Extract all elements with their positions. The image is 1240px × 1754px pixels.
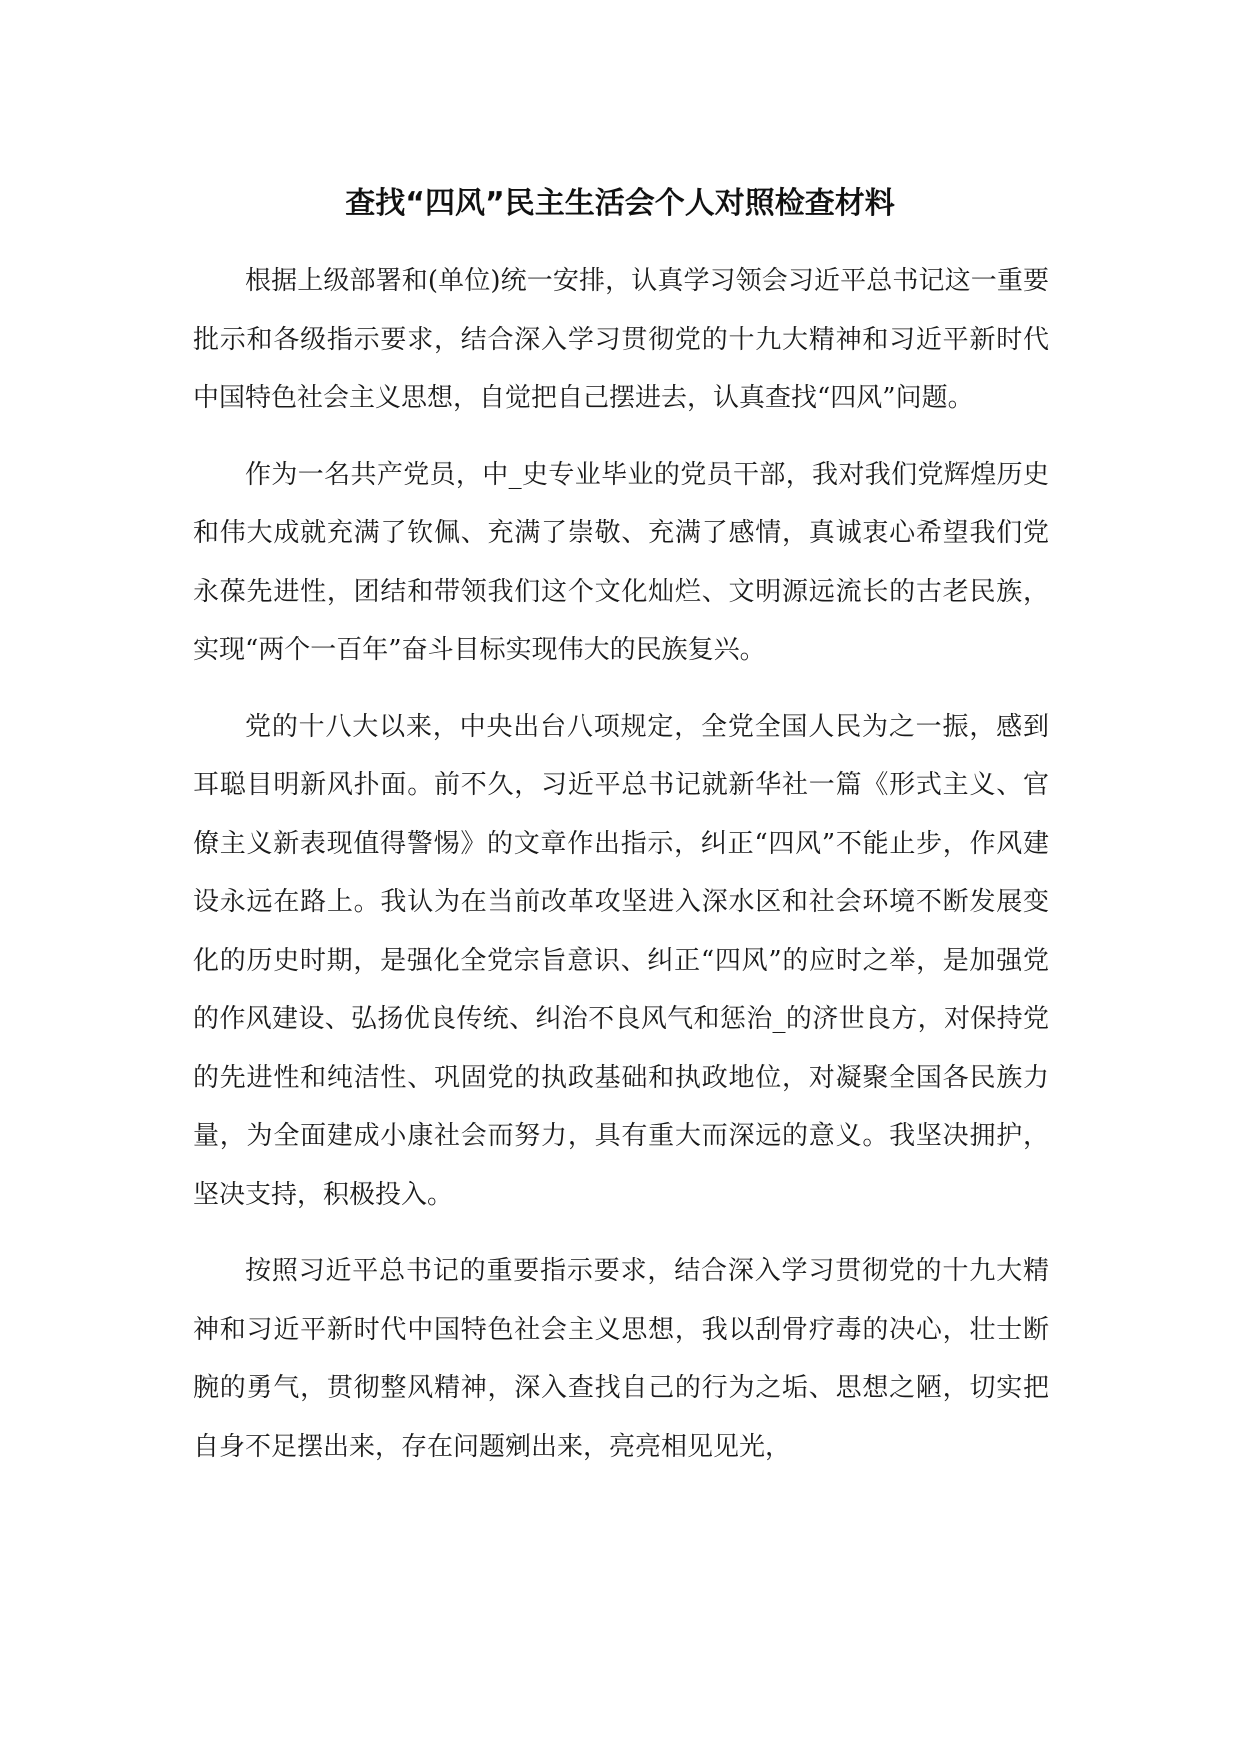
paragraph-3: 党的十八大以来，中央出台八项规定，全党全国人民为之一振，感到耳聪目明新风扑面。前不久，习近平总书记就新华社一篇《形式主义、官僚主义新表现值得警惕》的文章作出指示，纠正“四风”不能止步，作风建设永远在路上。我认为在当前改革攻坚进入深水区和社会环境不断发展变化的历史时期，是强化全党宗旨意识、纠正“四风”的应时之举，是加强党的作风建设、弘扬优良传统、纠治不良风气和惩治_的济世良方，对保持党的先进性和纯洁性、巩固党的执政基础和执政地位，对凝聚全国各民族力量，为全面建成小康社会而努力，具有重大而深远的意义。我坚决拥护，坚决支持，积极投入。	[193, 711, 1049, 1210]
paragraph-1: 根据上级部署和(单位)统一安排，认真学习领会习近平总书记这一重要批示和各级指示要求，结合深入学习贯彻党的十九大精神和习近平新时代中国特色社会主义思想，自觉把自己摆进去，认真查找“四风”问题。	[193, 266, 1049, 413]
document-body	[193, 252, 1049, 1494]
paragraph-4: 按照习近平总书记的重要指示要求，结合深入学习贯彻党的十九大精神和习近平新时代中国特色社会主义思想，我以刮骨疗毒的决心，壮士断腕的勇气，贯彻整风精神，深入查找自己的行为之垢、思想之陋，切实把自身不足摆出来，存在问题剜出来，亮亮相见见光，	[193, 1256, 1049, 1462]
document-title: 查找“四风”民主生活会个人对照检查材料	[345, 186, 895, 221]
paragraph-2: 作为一名共产党员，中_史专业毕业的党员干部，我对我们党辉煌历史和伟大成就充满了钦佩、充满了崇敬、充满了感情，真诚衷心希望我们党永葆先进性，团结和带领我们这个文化灿烂、文明源远流长的古老民族，实现“两个一百年”奋斗目标实现伟大的民族复兴。	[193, 459, 1049, 665]
